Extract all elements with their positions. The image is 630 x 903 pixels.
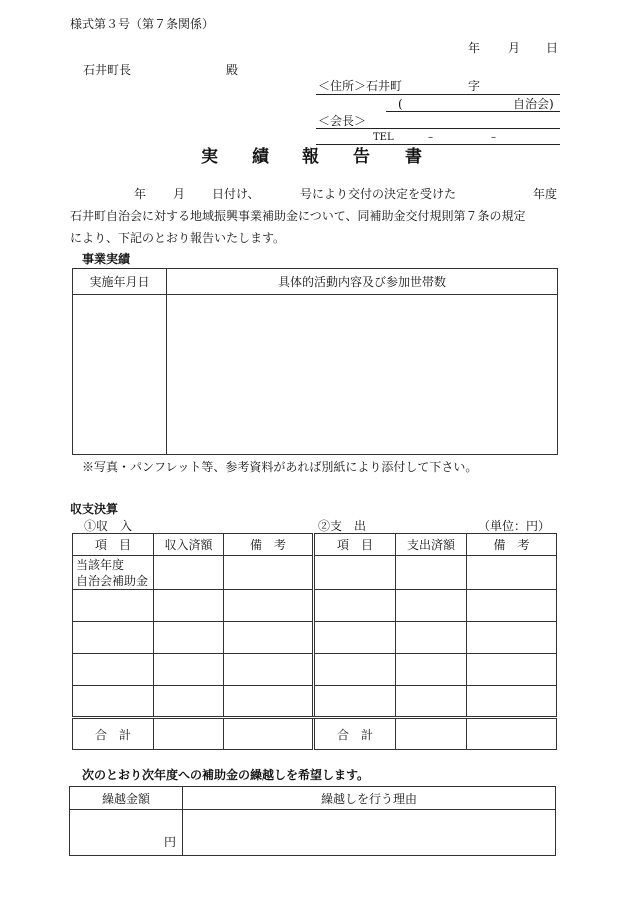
budget-heading: 収支決算 <box>70 502 119 516</box>
intro-line-2: 石井町自治会に対する地域振興事業補助金について、同補助金交付規則第７条の規定 <box>70 209 526 223</box>
expense-remarks-cell[interactable] <box>467 556 557 590</box>
tel-dash-1: – <box>428 132 433 143</box>
intro-day: 日付け、 <box>212 187 260 201</box>
chair-label: ＜会長＞ <box>318 114 367 128</box>
budget-row <box>73 556 557 590</box>
expense-total-label: 合 計 <box>314 718 396 750</box>
date-year-label: 年 <box>468 41 481 55</box>
income-amount-cell[interactable] <box>154 686 224 718</box>
income-total-amount[interactable] <box>154 718 224 750</box>
income-col-item: 項 目 <box>73 534 154 556</box>
budget-table <box>72 533 557 750</box>
carryover-col-amount: 繰越金額 <box>70 787 183 810</box>
carryover-col-reason: 繰越しを行う理由 <box>183 787 556 810</box>
addressee-name: 石井町長 <box>83 63 132 77</box>
intro-fiscal-year: 年度 <box>533 187 558 201</box>
tel-dash-2: – <box>491 132 496 143</box>
expense-remarks-cell[interactable] <box>467 654 557 686</box>
title-char-2: 績 <box>252 147 269 167</box>
income-col-remarks: 備 考 <box>224 534 314 556</box>
income-first-item <box>73 556 154 590</box>
intro-line-3: により、下記のとおり報告いたします。 <box>70 231 286 245</box>
income-remarks-cell[interactable] <box>224 556 314 590</box>
carryover-amount-cell[interactable] <box>70 810 183 856</box>
expense-item-cell[interactable] <box>314 686 396 718</box>
title-char-1: 実 <box>201 147 218 167</box>
activity-table <box>72 268 558 455</box>
income-item-cell[interactable] <box>73 654 154 686</box>
title-char-5: 書 <box>405 147 422 167</box>
tel-label: TEL <box>373 132 394 143</box>
title-char-4: 告 <box>353 147 370 167</box>
budget-row <box>73 654 557 686</box>
expense-item-cell[interactable] <box>314 622 396 654</box>
chair-underline <box>316 128 560 129</box>
expense-remarks-cell[interactable] <box>467 686 557 718</box>
activity-note: ※写真・パンフレット等、参考資料があれば別紙により添付して下さい。 <box>82 460 478 474</box>
address-label: ＜住所＞石井町 <box>318 79 403 93</box>
association-underline <box>386 111 560 112</box>
expense-remarks-cell[interactable] <box>467 622 557 654</box>
unit-label: （単位：円） <box>478 519 551 533</box>
expense-total-remarks[interactable] <box>467 718 557 750</box>
income-amount-cell[interactable] <box>154 654 224 686</box>
income-item-cell[interactable] <box>73 590 154 622</box>
address-underline <box>316 94 560 95</box>
income-total-label: 合 計 <box>73 718 154 750</box>
expense-item-cell[interactable] <box>314 654 396 686</box>
income-amount-cell[interactable] <box>154 590 224 622</box>
income-label: ①収 入 <box>84 519 133 533</box>
association-suffix: 自治会) <box>513 97 554 111</box>
activity-date-cell[interactable] <box>73 295 167 455</box>
budget-row <box>73 590 557 622</box>
expense-label: ②支 出 <box>318 519 367 533</box>
income-first-item-line-2: 自治会補助金 <box>76 573 149 588</box>
tel-underline <box>316 144 560 145</box>
date-day-label: 日 <box>546 41 559 55</box>
income-amount-cell[interactable] <box>154 622 224 654</box>
budget-row <box>73 622 557 654</box>
title-char-3: 報 <box>302 147 319 167</box>
yen-label: 円 <box>163 835 176 849</box>
expense-item-cell[interactable] <box>314 556 396 590</box>
expense-amount-cell[interactable] <box>396 686 467 718</box>
budget-row <box>73 686 557 718</box>
addressee-honorific: 殿 <box>226 63 239 77</box>
expense-remarks-cell[interactable] <box>467 590 557 622</box>
income-total-remarks[interactable] <box>224 718 314 750</box>
expense-col-paid: 支出済額 <box>396 534 467 556</box>
income-first-item-line-1: 当該年度 <box>76 557 125 572</box>
expense-amount-cell[interactable] <box>396 654 467 686</box>
activity-col-content: 具体的活動内容及び参加世帯数 <box>167 269 558 295</box>
income-col-received: 収入済額 <box>154 534 224 556</box>
date-month-label: 月 <box>508 41 521 55</box>
income-remarks-cell[interactable] <box>224 686 314 718</box>
carryover-heading: 次のとおり次年度への補助金の繰越しを希望します。 <box>82 768 370 782</box>
intro-number: 号により交付の決定を受けた <box>300 187 457 201</box>
form-number: 様式第３号（第７条関係） <box>70 17 215 31</box>
expense-amount-cell[interactable] <box>396 590 467 622</box>
activity-heading: 事業実績 <box>82 252 131 266</box>
income-item-cell[interactable] <box>73 622 154 654</box>
association-paren-open: ( <box>398 97 403 111</box>
income-remarks-cell[interactable] <box>224 590 314 622</box>
expense-item-cell[interactable] <box>314 590 396 622</box>
budget-total-row <box>73 718 557 750</box>
income-remarks-cell[interactable] <box>224 622 314 654</box>
intro-month: 月 <box>173 187 186 201</box>
expense-amount-cell[interactable] <box>396 556 467 590</box>
expense-amount-cell[interactable] <box>396 622 467 654</box>
income-amount-cell[interactable] <box>154 556 224 590</box>
carryover-reason-cell[interactable] <box>183 810 556 856</box>
expense-col-remarks: 備 考 <box>467 534 557 556</box>
expense-col-item: 項 目 <box>314 534 396 556</box>
income-remarks-cell[interactable] <box>224 654 314 686</box>
carryover-table <box>69 786 556 856</box>
activity-content-cell[interactable] <box>167 295 558 455</box>
intro-year: 年 <box>134 187 147 201</box>
income-item-cell[interactable] <box>73 686 154 718</box>
activity-col-date: 実施年月日 <box>73 269 167 295</box>
expense-total-amount[interactable] <box>396 718 467 750</box>
aza-label: 字 <box>468 79 481 93</box>
